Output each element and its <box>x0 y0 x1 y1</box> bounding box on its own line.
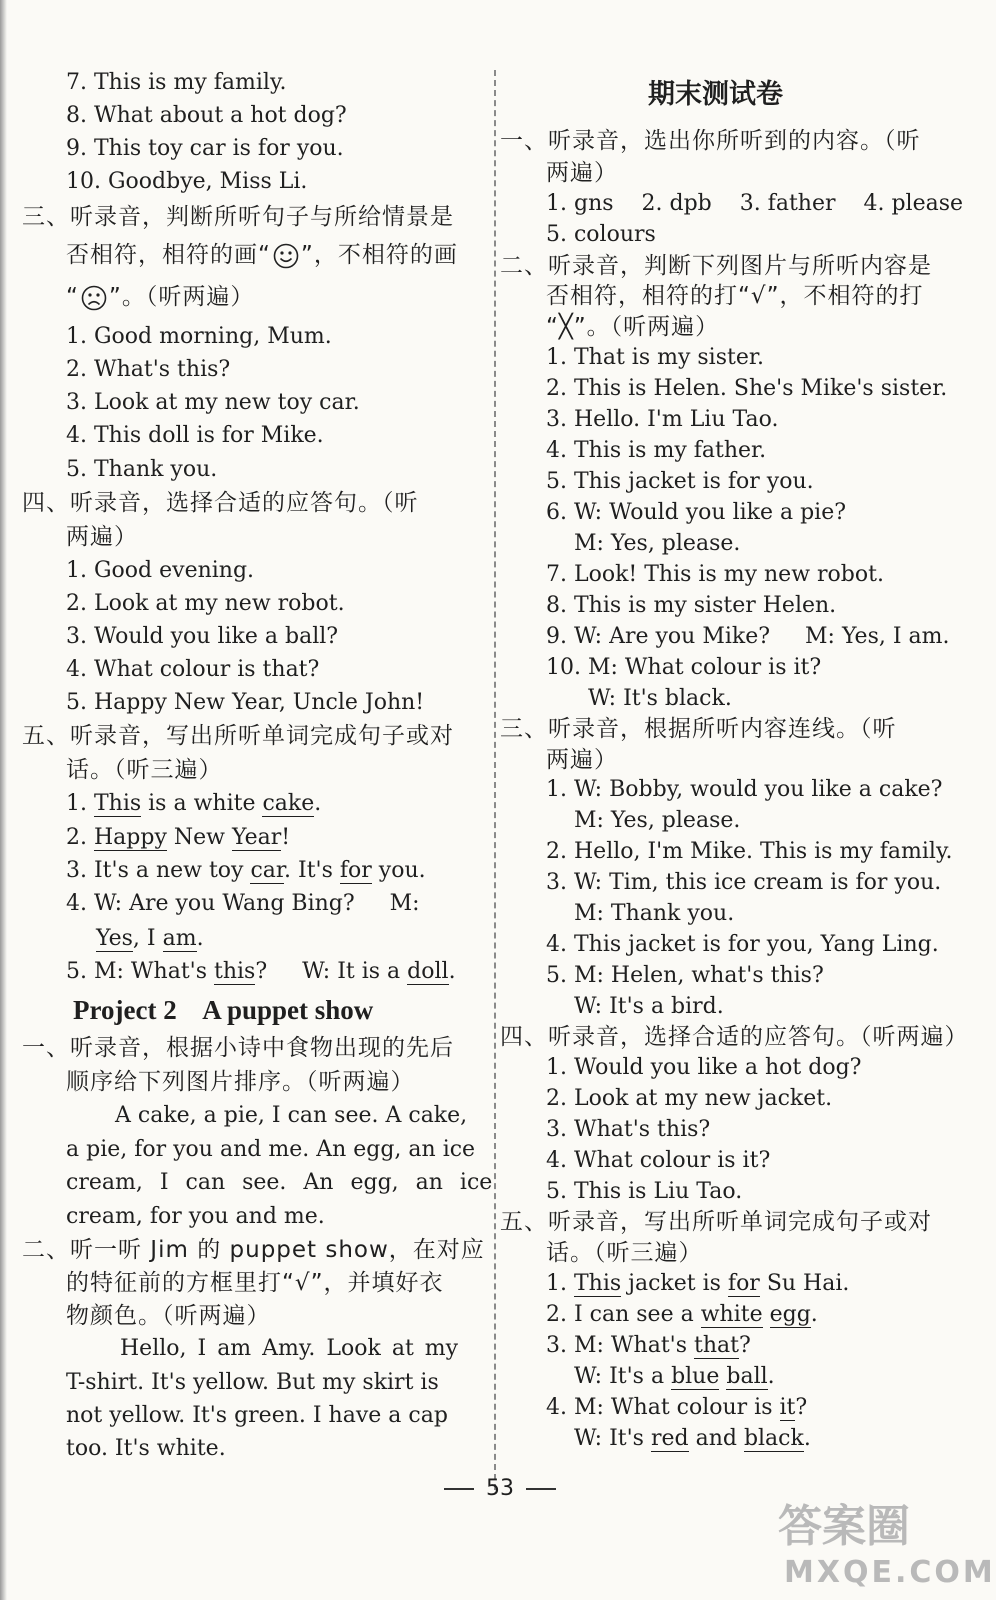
section-title: 一、听录音，选出你所听到的内容。（听 <box>500 128 921 154</box>
fill-in-line: 4. M: What colour is it? <box>546 1395 808 1420</box>
answer-blank: egg <box>769 1302 811 1327</box>
section-title: 否相符，相符的画“ ”，不相符的画 <box>66 242 458 268</box>
passage-line: cream, I can see. An egg, an ice <box>66 1170 493 1195</box>
answer-blank: car <box>250 858 285 883</box>
list-item: 2. Look at my new robot. <box>66 591 345 616</box>
list-item: 2. This is Helen. She's Mike's sister. <box>546 376 948 401</box>
text-line: 10. Goodbye, Miss Li. <box>66 169 308 194</box>
section-title: 物颜色。（听两遍） <box>66 1303 271 1329</box>
binding-edge <box>0 0 7 1600</box>
list-item: 2. Hello, I'm Mike. This is my family. <box>546 839 953 864</box>
text-line: 7. This is my family. <box>66 70 287 95</box>
answer-blank: white <box>700 1302 763 1327</box>
watermark-logo <box>748 1500 996 1596</box>
list-item: 7. Look! This is my new robot. <box>546 562 884 587</box>
answer-blank: This <box>93 791 142 816</box>
list-item: 5. Thank you. <box>66 457 218 482</box>
section-title: 一、听录音，根据小诗中食物出现的先后 <box>22 1035 454 1061</box>
section-title: 四、听录音，选择合适的应答句。（听 <box>22 490 419 516</box>
section-title: 二、听一听 Jim 的 puppet show，在对应 <box>22 1237 485 1263</box>
answer-blank: This <box>573 1271 622 1296</box>
section-title: 顺序给下列图片排序。（听两遍） <box>66 1069 415 1095</box>
answer-blank: this <box>213 959 256 984</box>
fill-in-line: Yes, I am. <box>96 926 204 951</box>
fill-in-line: 1. This is a white cake. <box>66 791 322 816</box>
answer-blank: for <box>339 858 372 883</box>
exam-title: 期末测试卷 <box>648 79 783 110</box>
text-line: 9. This toy car is for you. <box>66 136 344 161</box>
list-item: W: It's a bird. <box>546 994 724 1019</box>
answer-blank: am <box>162 926 197 951</box>
answer-blank: blue <box>671 1364 720 1389</box>
passage-line: cream, for you and me. <box>66 1204 325 1229</box>
list-item: 1. That is my sister. <box>546 345 764 370</box>
fill-in-line: 3. M: What's that? <box>546 1333 751 1358</box>
dash-left <box>444 1488 474 1490</box>
section-title: 话。（听三遍） <box>546 1240 703 1266</box>
list-item: 4. This doll is for Mike. <box>66 423 324 448</box>
list-item: 2. What's this? <box>66 357 231 382</box>
list-item: 1. Would you like a hot dog? <box>546 1055 862 1080</box>
list-item: 5. colours <box>546 222 656 247</box>
project-heading: Project 2 A puppet show <box>73 995 374 1025</box>
section-title: 两遍） <box>546 747 618 773</box>
page-number: 53 <box>420 1474 580 1504</box>
section-title: 三、听录音，根据所听内容连线。（听 <box>500 716 897 742</box>
fill-in-line: W: It's a blue ball. <box>546 1364 775 1389</box>
section-title: “╳”。（听两遍） <box>546 314 720 340</box>
dash-right <box>526 1488 556 1490</box>
passage-line: too. It's white. <box>66 1436 226 1461</box>
list-item: 5. This is Liu Tao. <box>546 1179 743 1204</box>
section-title: 两遍） <box>66 524 138 550</box>
list-item: 4. This is my father. <box>546 438 767 463</box>
fill-in-line: 2. Happy New Year! <box>66 825 291 850</box>
section-title: 五、听录音，写出所听单词完成句子或对 <box>22 723 454 749</box>
list-item: 2. Look at my new jacket. <box>546 1086 833 1111</box>
section-title: 两遍） <box>546 160 618 186</box>
list-item: 5. Happy New Year, Uncle John! <box>66 690 425 715</box>
section-title: “ ”。（听两遍） <box>66 284 255 310</box>
list-item: 1. gns 2. dpb 3. father 4. please <box>546 191 964 216</box>
list-item: 3. What's this? <box>546 1117 711 1142</box>
fill-in-line: 3. It's a new toy car. It's for you. <box>66 858 426 883</box>
answer-blank: Yes <box>96 926 133 951</box>
list-item: 1. Good morning, Mum. <box>66 324 332 349</box>
answer-blank: that <box>693 1333 739 1358</box>
list-item: M: Yes, please. <box>546 808 741 833</box>
answer-blank: black <box>743 1426 804 1451</box>
list-item: 6. W: Would you like a pie? <box>546 500 847 525</box>
fill-in-line: W: It's red and black. <box>546 1426 811 1451</box>
passage-line: not yellow. It's green. I have a cap <box>66 1403 448 1428</box>
list-item: 4. What colour is it? <box>546 1148 771 1173</box>
section-title: 四、听录音，选择合适的应答句。（听两遍） <box>500 1024 969 1050</box>
text-line: 8. What about a hot dog? <box>66 103 347 128</box>
column-divider <box>494 70 496 1490</box>
section-title: 话。（听三遍） <box>66 757 223 783</box>
list-item: 5. M: Helen, what's this? <box>546 963 824 988</box>
answer-blank: ball <box>726 1364 768 1389</box>
smiley-face-icon <box>273 243 299 269</box>
fill-in-line: 2. I can see a white egg. <box>546 1302 818 1327</box>
answer-blank: Happy <box>93 825 167 850</box>
list-item: 3. Hello. I'm Liu Tao. <box>546 407 779 432</box>
list-item: 8. This is my sister Helen. <box>546 593 837 618</box>
passage-line: T-shirt. It's yellow. But my skirt is <box>66 1370 439 1395</box>
watermark-line: 答案圈 <box>778 1501 910 1552</box>
fill-in-line: 5. M: What's this? W: It is a doll. <box>66 959 456 984</box>
list-item: 3. W: Tim, this ice cream is for you. <box>546 870 942 895</box>
list-item: M: Yes, please. <box>546 531 741 556</box>
fill-in-line: 4. W: Are you Wang Bing? M: <box>66 891 420 916</box>
list-item: 3. Would you like a ball? <box>66 624 339 649</box>
section-title: 否相符，相符的打“√”，不相符的打 <box>546 283 924 309</box>
sad-face-icon <box>81 285 107 311</box>
answer-blank: for <box>727 1271 760 1296</box>
list-item: 4. What colour is that? <box>66 657 320 682</box>
fill-in-line: 1. This jacket is for Su Hai. <box>546 1271 850 1296</box>
passage-line: Hello, I am Amy. Look at my <box>120 1336 459 1361</box>
answer-blank: red <box>650 1426 689 1451</box>
answer-blank: Year <box>231 825 282 850</box>
section-title: 的特征前的方框里打“√”，并填好衣 <box>66 1270 444 1296</box>
passage-line: a pie, for you and me. An egg, an ice <box>66 1137 476 1162</box>
list-item: 1. W: Bobby, would you like a cake? <box>546 777 943 802</box>
list-item: 4. This jacket is for you, Yang Ling. <box>546 932 939 957</box>
list-item: W: It's black. <box>546 686 732 711</box>
section-title: 五、听录音，写出所听单词完成句子或对 <box>500 1209 932 1235</box>
list-item: M: Thank you. <box>546 901 735 926</box>
list-item: 1. Good evening. <box>66 558 255 583</box>
list-item: 9. W: Are you Mike? M: Yes, I am. <box>546 624 950 649</box>
section-title: 二、听录音，判断下列图片与所听内容是 <box>500 253 932 279</box>
list-item: 5. This jacket is for you. <box>546 469 814 494</box>
list-item: 10. M: What colour is it? <box>546 655 822 680</box>
answer-blank: doll <box>407 959 449 984</box>
answer-blank: cake <box>262 791 315 816</box>
list-item: 3. Look at my new toy car. <box>66 390 360 415</box>
passage-line: A cake, a pie, I can see. A cake, <box>115 1103 468 1128</box>
watermark-line: MXQE.COM <box>784 1555 996 1590</box>
section-title: 三、听录音，判断所听句子与所给情景是 <box>22 204 454 230</box>
answer-blank: it <box>779 1395 796 1420</box>
